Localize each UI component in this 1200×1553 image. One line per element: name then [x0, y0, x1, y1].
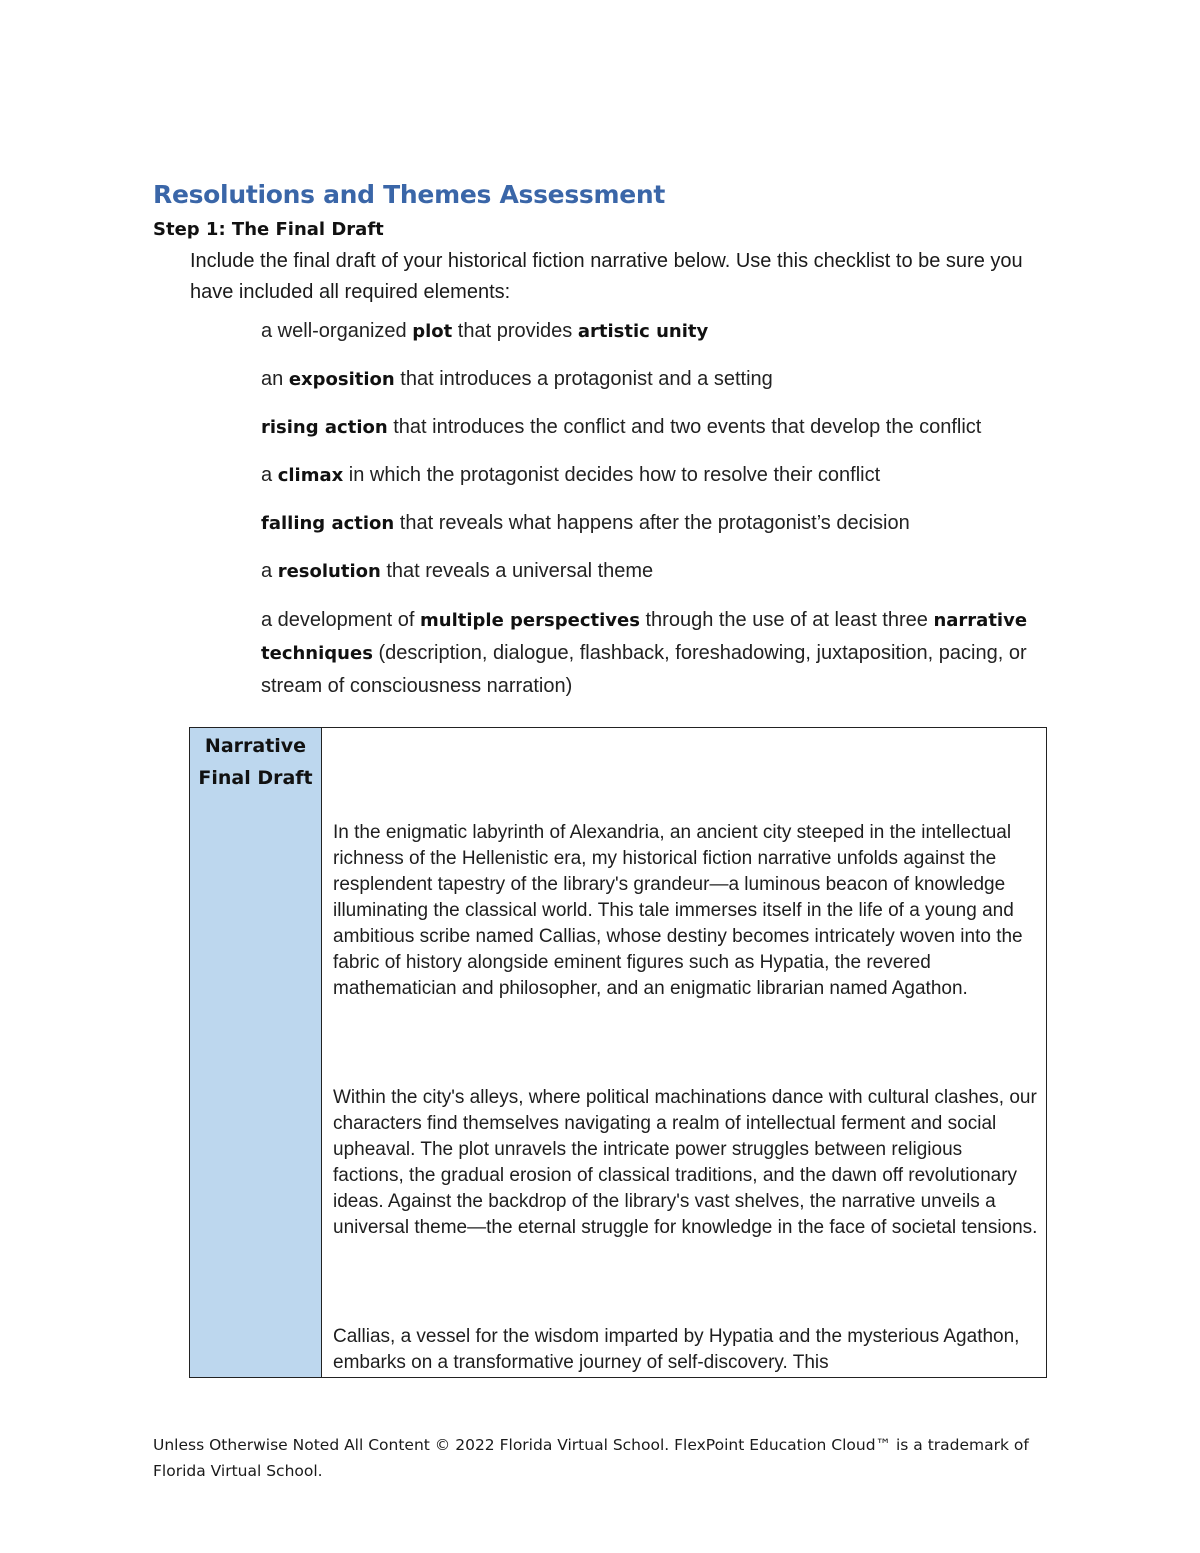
intro-paragraph: Include the final draft of your historical fiction narrative below. Use this checklist to be sure you have included all required elements: [190, 250, 1023, 303]
narrative-paragraph: Within the city's alleys, where political machinations dance with cultural clashes, our characters find themselves navigating a realm of intellectual ferment and social upheaval. The plot unravels the intricate power struggles between religious factions, the gradual erosion of classical traditions, and the dawn off revolutionary ideas. Against the backdrop of the library's vast shelves, the narrative unveils a universal theme—the eternal struggle for knowledge in the face of societal tensions. [333, 1087, 1038, 1238]
narrative-paragraph: In the enigmatic labyrinth of Alexandria, an ancient city steeped in the intellectual richness of the Hellenistic era, my historical fiction narrative unfolds against the resplendent tapestry of the library's grandeur—a luminous beacon of knowledge illuminating the classical world. This tale immerses itself in the life of a young and ambitious scribe named Callias, whose destiny becomes intricately woven into the fabric of history alongside eminent figures such as Hypatia, the revered mathematician and philosopher, and an enigmatic librarian named Agathon. [333, 822, 1023, 999]
checklist-item-plot: a well-organized plot that provides artistic unity [261, 320, 709, 342]
checklist-item-falling-action: falling action that reveals what happens after the protagonist’s decision [261, 512, 910, 534]
narrative-final-draft-table [189, 727, 1047, 1378]
page-title: Resolutions and Themes Assessment [153, 180, 666, 209]
table-label: Narrative Final Draft [198, 735, 313, 789]
checklist-item-exposition: an exposition that introduces a protagonist and a setting [261, 368, 773, 390]
checklist-item-climax: a climax in which the protagonist decides how to resolve their conflict [261, 464, 881, 486]
table-label-cell [190, 728, 322, 1377]
copyright-footer: Unless Otherwise Noted All Content © 2022 Florida Virtual School. FlexPoint Education Cloud™ is a trademark of Florida Virtual School. [153, 1436, 1029, 1480]
step-heading: Step 1: The Final Draft [153, 219, 384, 240]
narrative-paragraph: Callias, a vessel for the wisdom imparted by Hypatia and the mysterious Agathon, embarks on a transformative journey of self-discovery. This [333, 1326, 1020, 1373]
checklist-item-rising-action: rising action that introduces the conflict and two events that develop the conflict [261, 416, 982, 438]
narrative-text-cell[interactable] [322, 728, 1046, 1377]
checklist-item-multiple-perspectives: a development of multiple perspectives through the use of at least three narrative techniques (description, dialogue, flashback, foreshadowing, juxtaposition, pacing, or stream of consciousness narration) [261, 609, 1028, 697]
checklist-item-resolution: a resolution that reveals a universal theme [261, 560, 654, 582]
